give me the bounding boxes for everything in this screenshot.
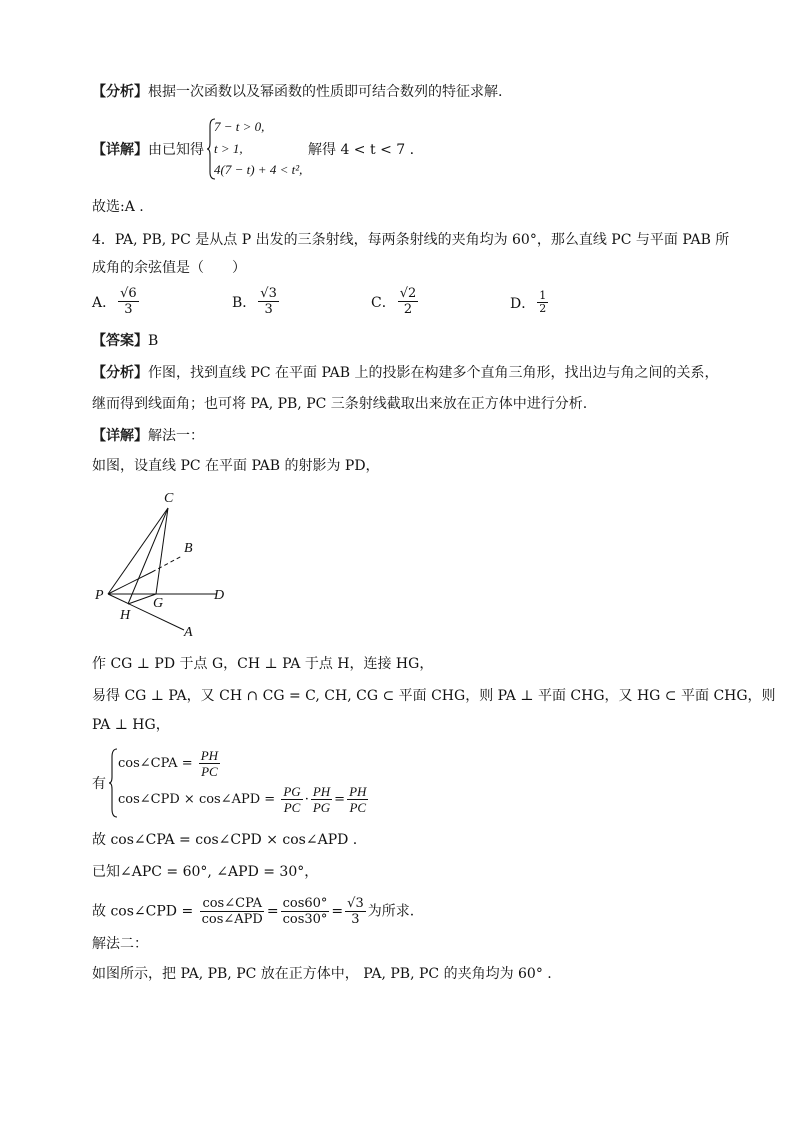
equation-brace [108, 748, 118, 818]
answer-value: B [148, 333, 159, 349]
system-line-1: 7 − t > 0, [214, 119, 265, 134]
answer-tag: 【答案】 [92, 333, 148, 349]
system-line-2: t > 1, [214, 141, 243, 156]
label-b: B [184, 541, 193, 556]
step-3: PA ⊥ HG， [92, 717, 170, 733]
step6-f1-num: cos∠CPA [202, 896, 263, 911]
option-c-den: 2 [403, 302, 413, 317]
step-1: 作 CG ⊥ PD 于点 G，CH ⊥ PA 于点 H，连接 HG， [92, 656, 434, 672]
option-a-den: 3 [124, 302, 133, 317]
method-1-label: 解法一： [148, 428, 204, 444]
option-d [510, 290, 550, 315]
eq2-f1-num: PG [283, 784, 301, 799]
equation-2: cos∠CPD × cos∠APD = $\frac{PG}{PC}$ · $\frac{PH}{PG}$ = $\frac{PH}{PC}$ [118, 784, 367, 815]
answer-line [92, 331, 158, 351]
eq2-left: cos∠CPD × cos∠APD = [118, 792, 276, 807]
eq2-f1-den: PC [283, 800, 301, 815]
step-5: 已知∠APC = 60°, ∠APD = 30°， [92, 864, 319, 880]
label-p: P [95, 588, 104, 603]
option-c-num: √2 [399, 286, 417, 301]
step-4: 故 cos∠CPA = cos∠CPD × cos∠APD . [92, 832, 358, 848]
conclusion-prev: 故选:A . [92, 199, 144, 215]
step6-f3-num: √3 [347, 896, 364, 911]
method-2-label: 解法二： [92, 936, 148, 952]
analysis-line-1 [92, 363, 718, 383]
analysis-line-2: 继而得到线面角；也可将 PA, PB, PC 三条射线截取出来放在正方体中进行分析. [92, 396, 588, 412]
question-text-1: PA, PB, PC 是从点 P 出发的三条射线，每两条射线的夹角均为 60°，那么直线 PC 与平面 PAB 所 [114, 232, 730, 248]
analysis-line-prev [92, 82, 502, 102]
have-label: 有 [92, 776, 106, 792]
step6-f2-num: cos60° [282, 896, 328, 911]
analysis-text: 根据一次函数以及幂函数的性质即可结合数列的特征求解. [148, 84, 503, 100]
label-a: A [184, 625, 193, 640]
question-number: 4． [92, 232, 115, 248]
eq1-left: cos∠CPA = [118, 756, 193, 771]
detail-tag-2: 【详解】 [92, 428, 148, 444]
geometry-figure [92, 488, 242, 643]
option-b [232, 286, 281, 317]
option-c-letter: C． [371, 294, 396, 311]
method-2-text: 如图所示，把 PA, PB, PC 放在正方体中， PA, PB, PC 的夹角均为 60° . [92, 966, 552, 982]
detail-line-prev [92, 140, 204, 160]
edge-hg [128, 594, 156, 604]
system-result: 解得 4 < t < 7 . [308, 142, 415, 158]
question-line-1 [92, 230, 729, 250]
analysis-text-1: 作图，找到直线 PC 在平面 PAB 上的投影在构建多个直角三角形，找出边与角之间的关系， [148, 365, 719, 381]
step6-suffix: 为所求. [367, 903, 415, 920]
step-2: 易得 CG ⊥ PA，又 CH ∩ CG = C, CH, CG ⊂ 平面 CHG，则 PA ⊥ 平面 CHG，又 HG ⊂ 平面 CHG，则 [92, 688, 776, 704]
detail-setup: 如图，设直线 PC 在平面 PAB 的射影为 PD， [92, 458, 380, 474]
option-a [92, 286, 141, 317]
option-a-letter: A． [92, 294, 117, 311]
label-c: C [164, 491, 174, 506]
option-d-letter: D． [510, 295, 536, 312]
analysis-tag-2: 【分析】 [92, 365, 148, 381]
detail-prefix: 由已知得 [148, 142, 204, 158]
edge-pb-solid [108, 572, 152, 594]
option-b-letter: B． [232, 294, 257, 311]
edge-cg [156, 508, 168, 594]
option-c [371, 286, 420, 317]
step6-f2-den: cos30° [282, 912, 328, 927]
eq2-f2-num: PH [312, 784, 331, 799]
equation-1 [118, 748, 222, 779]
step-6: 故 cos∠CPD = $\frac{\text{cos∠CPA}}{\text{cos∠APD}}$ = $\frac{\cos 60^\circ}{\cos 30^\circ}$ = $\frac{√3}{3}$ 为所求. [92, 896, 415, 927]
detail-header [92, 426, 204, 446]
option-d-num: 1 [539, 289, 547, 302]
detail-tag: 【详解】 [92, 142, 148, 158]
label-g: G [153, 596, 164, 611]
eq2-f3-den: PC [349, 800, 367, 815]
option-a-num: √6 [120, 286, 137, 301]
analysis-tag: 【分析】 [92, 84, 148, 100]
edge-pb-dashed [152, 556, 182, 572]
option-d-den: 2 [539, 302, 547, 315]
eq2-f3-num: PH [349, 784, 367, 799]
label-h: H [120, 608, 131, 623]
eq2-f2-den: PG [312, 800, 331, 815]
option-b-den: 3 [264, 302, 273, 317]
eq1-num: PH [200, 748, 219, 763]
question-line-2: 成角的余弦值是（ ） [92, 260, 246, 276]
step6-f1-den: cos∠APD [201, 912, 263, 927]
option-b-num: √3 [260, 286, 277, 301]
system-line-3: 4(7 − t) + 4 < t², [214, 162, 303, 177]
step6-f3-den: 3 [351, 912, 360, 927]
eq1-den: PC [201, 764, 218, 779]
step6-prefix: 故 cos∠CPD = [92, 903, 194, 920]
label-d: D [214, 588, 225, 603]
